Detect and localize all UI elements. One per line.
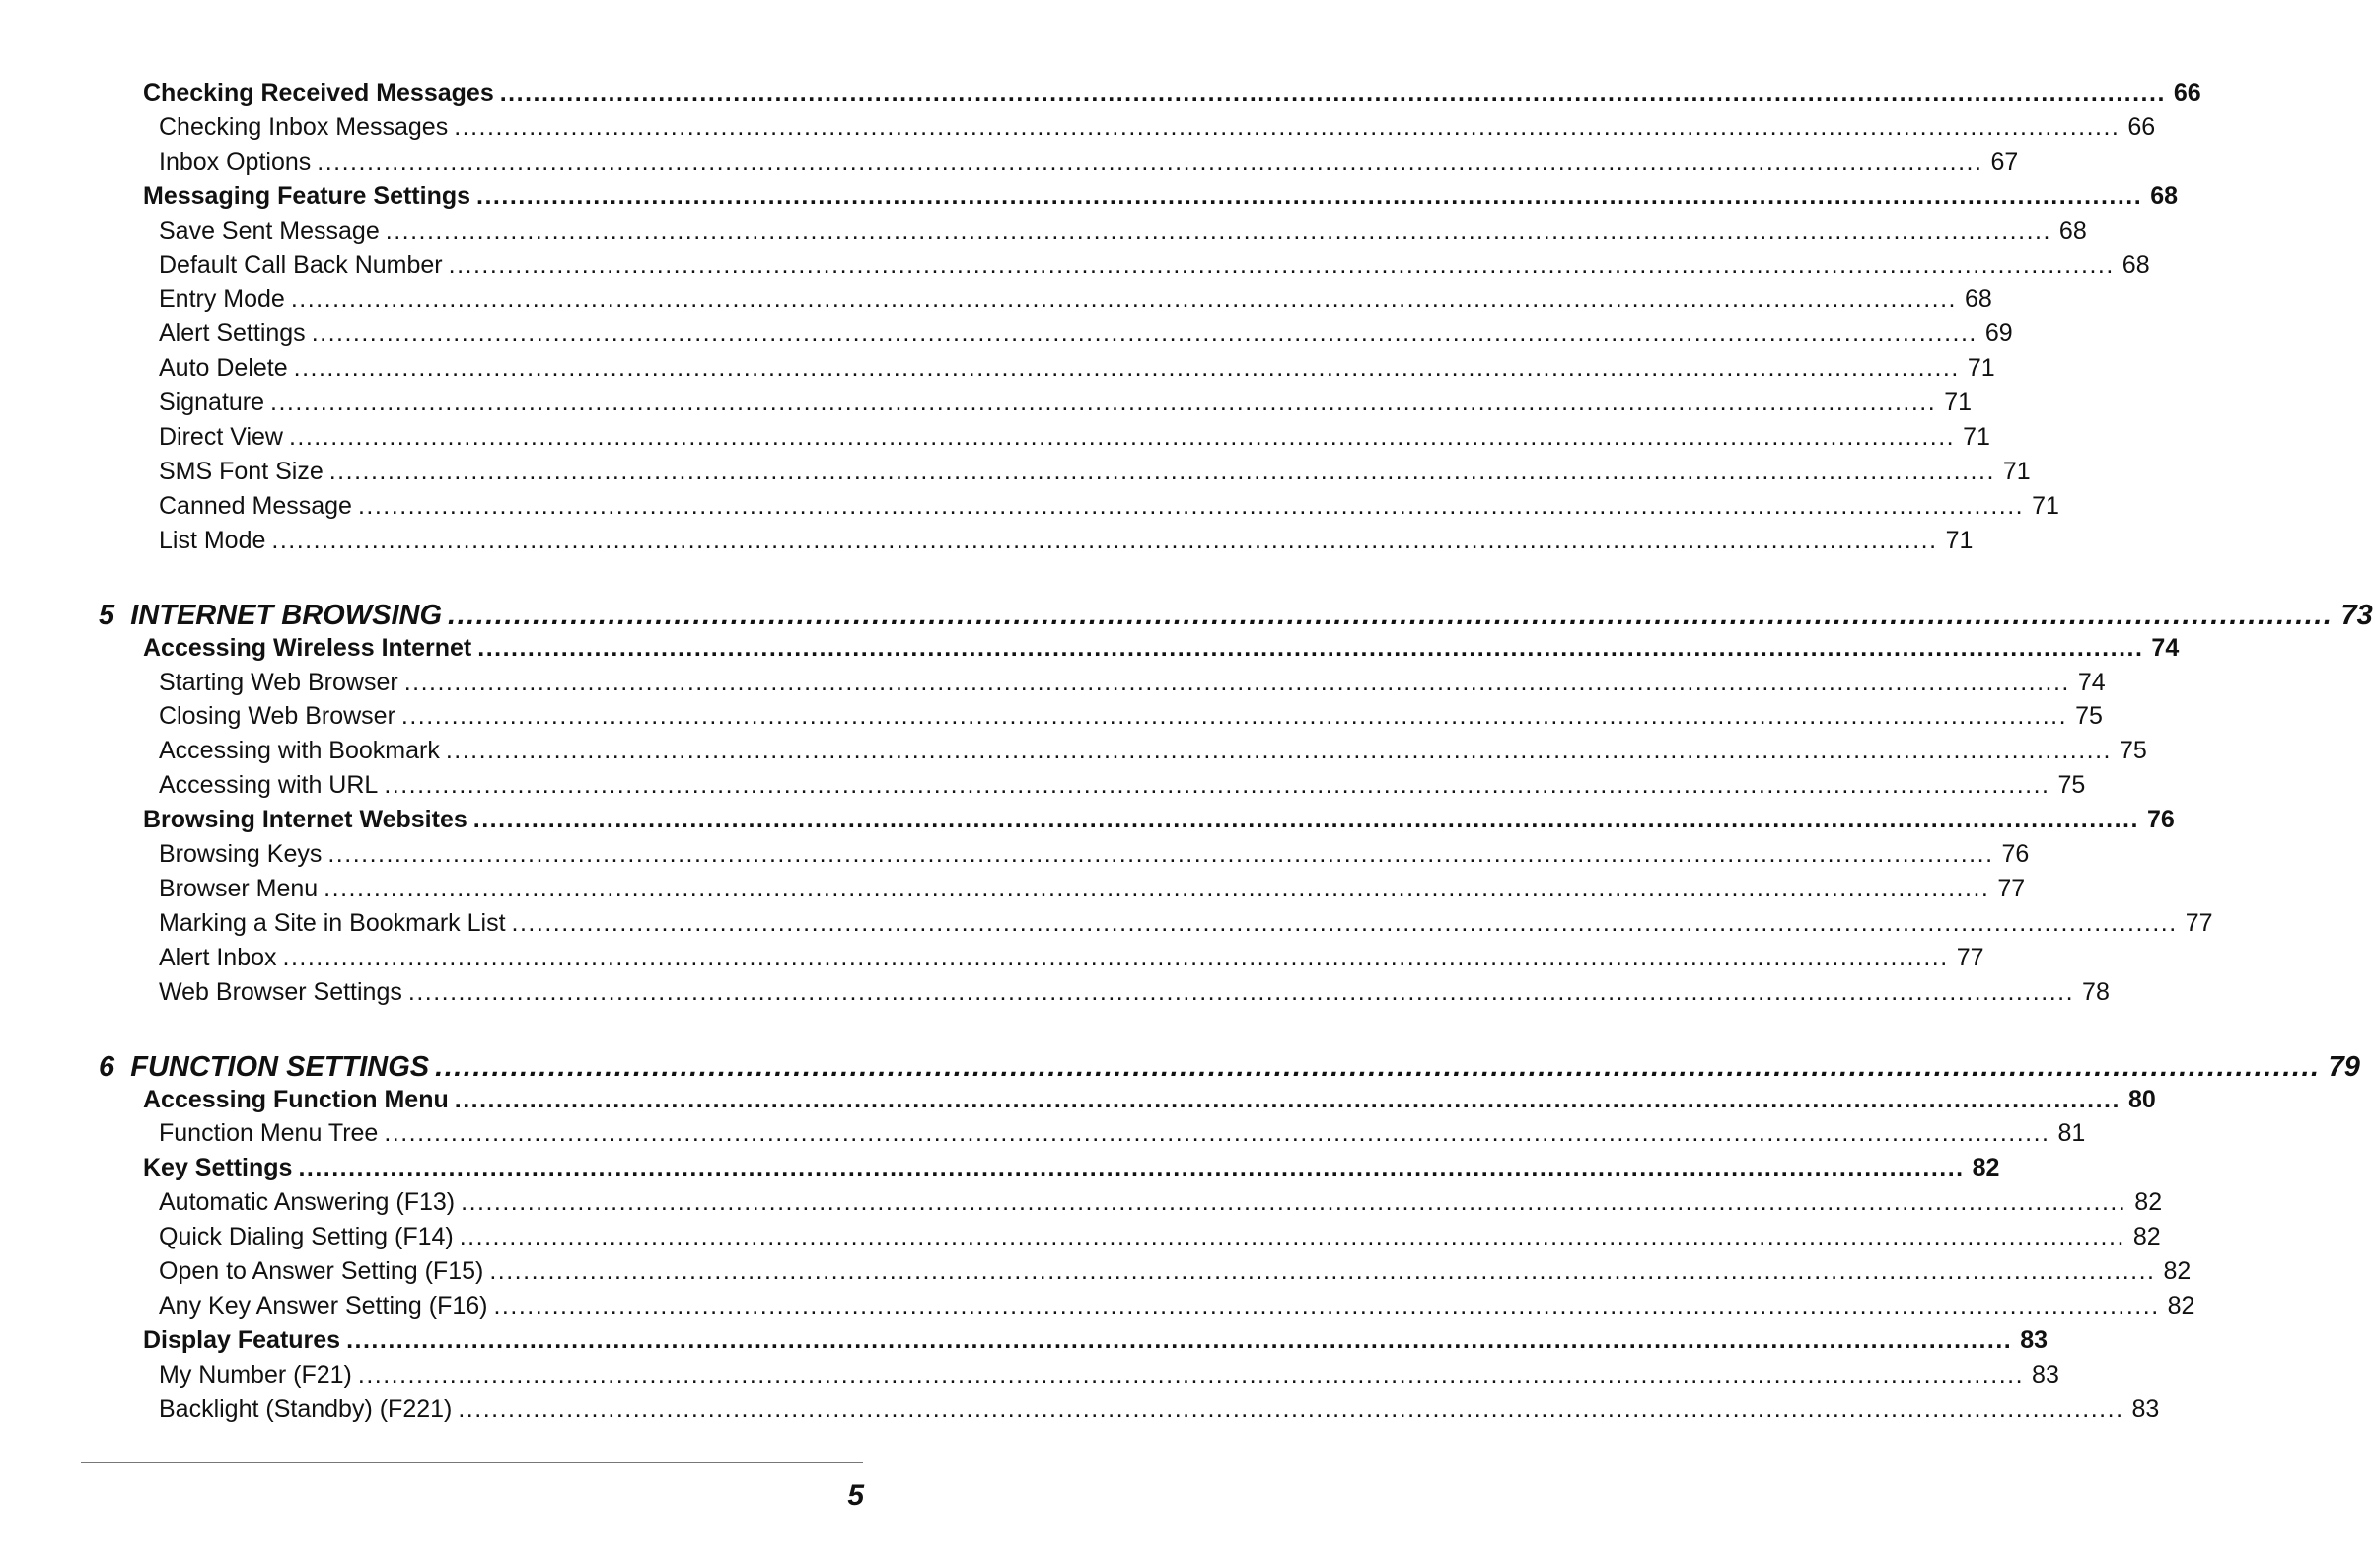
toc-subsection-entry[interactable] — [159, 147, 2019, 177]
toc-dot-leader: ........................................................................................................................................................................................................ — [357, 1360, 2025, 1389]
toc-subsection-entry[interactable] — [159, 423, 1990, 452]
toc-dot-leader: ........................................................................................................................................................................................................ — [445, 737, 2112, 765]
toc-entry-title: Alert Inbox — [159, 943, 277, 971]
toc-dot-leader: ........................................................................................................................................................................................................ — [324, 874, 1990, 902]
toc-subsection-entry[interactable] — [159, 771, 2086, 800]
toc-subsection-entry[interactable] — [159, 1257, 2192, 1286]
toc-page-number: 78 — [2082, 977, 2110, 1006]
toc-chapter-entry[interactable] — [99, 599, 2373, 632]
toc-entry-title: Auto Delete — [159, 354, 288, 383]
toc-page-number: 74 — [2151, 633, 2180, 662]
toc-subsection-entry[interactable] — [159, 1360, 2059, 1390]
toc-subsection-entry[interactable] — [159, 1188, 2163, 1217]
toc-subsection-entry[interactable] — [159, 668, 2106, 697]
toc-subsection-entry[interactable] — [159, 702, 2103, 731]
toc-page-number: 75 — [2057, 771, 2086, 800]
toc-page-number: 71 — [1944, 389, 1973, 417]
toc-page-number: 83 — [2131, 1394, 2160, 1423]
toc-entry-title: Checking Inbox Messages — [159, 112, 449, 141]
toc-entry-title: Entry Mode — [159, 285, 285, 314]
toc-page-number: 77 — [2185, 908, 2213, 937]
toc-dot-leader: ........................................................................................................................................................................................................ — [448, 599, 2334, 631]
toc-entry-title: Canned Message — [159, 491, 352, 520]
toc-dot-leader: ........................................................................................................................................................................................................ — [454, 112, 2121, 141]
toc-entry-title: Closing Web Browser — [159, 702, 396, 731]
toc-dot-leader: ........................................................................................................................................................................................................ — [511, 908, 2178, 937]
toc-entry-title: Automatic Answering (F13) — [159, 1188, 456, 1217]
toc-entry-title: 6 FUNCTION SETTINGS — [99, 1050, 430, 1083]
toc-entry-title: Accessing Function Menu — [143, 1085, 449, 1113]
toc-entry-title: Accessing with URL — [159, 771, 379, 800]
toc-dot-leader: ........................................................................................................................................................................................................ — [477, 633, 2144, 662]
toc-dot-leader: ........................................................................................................................................................................................................ — [472, 806, 2139, 834]
toc-page-number: 66 — [2127, 112, 2156, 141]
toc-page-number: 82 — [1972, 1154, 2000, 1182]
toc-page-number: 81 — [2057, 1119, 2086, 1148]
toc-page-number: 83 — [2032, 1360, 2059, 1389]
toc-entry-title: My Number (F21) — [159, 1360, 352, 1389]
toc-dot-leader: ........................................................................................................................................................................................................ — [271, 526, 1938, 554]
toc-page-number: 69 — [1984, 320, 2013, 348]
toc-dot-leader: ........................................................................................................................................................................................................ — [270, 389, 1937, 417]
toc-dot-leader: ........................................................................................................................................................................................................ — [311, 320, 1978, 348]
toc-section-entry[interactable] — [143, 79, 2201, 107]
toc-page-number: 76 — [2146, 806, 2175, 834]
toc-subsection-entry[interactable] — [159, 1119, 2086, 1148]
toc-page-number: 73 — [2340, 599, 2373, 631]
toc-entry-title: Open to Answer Setting (F15) — [159, 1257, 484, 1285]
toc-page-number: 71 — [1963, 423, 1990, 451]
toc-entry-title: Quick Dialing Setting (F14) — [159, 1223, 454, 1251]
toc-page-number: 71 — [1967, 354, 1995, 383]
toc-section-entry[interactable] — [143, 1325, 2049, 1355]
toc-entry-title: Key Settings — [143, 1154, 293, 1182]
toc-dot-leader: ........................................................................................................................................................................................................ — [461, 1188, 2127, 1217]
toc-subsection-entry[interactable] — [159, 250, 2150, 280]
toc-entry-title: Any Key Answer Setting (F16) — [159, 1291, 488, 1319]
toc-subsection-entry[interactable] — [159, 1223, 2161, 1251]
toc-subsection-entry[interactable] — [159, 737, 2147, 765]
toc-entry-title: Default Call Back Number — [159, 250, 443, 279]
toc-section-entry[interactable] — [143, 633, 2180, 663]
toc-dot-leader: ........................................................................................................................................................................................................ — [489, 1257, 2156, 1285]
toc-entry-title: Messaging Feature Settings — [143, 181, 471, 210]
toc-dot-leader: ........................................................................................................................................................................................................ — [454, 1085, 2121, 1113]
toc-entry-title: List Mode — [159, 526, 266, 554]
toc-entry-title: Inbox Options — [159, 147, 312, 176]
toc-dot-leader: ........................................................................................................................................................................................................ — [499, 79, 2166, 107]
toc-entry-title: Checking Received Messages — [143, 79, 494, 107]
toc-page-number: 82 — [2167, 1291, 2195, 1319]
toc-subsection-entry[interactable] — [159, 526, 1974, 555]
toc-dot-leader: ........................................................................................................................................................................................................ — [357, 491, 2025, 520]
toc-subsection-entry[interactable] — [159, 354, 1995, 383]
toc-entry-title: SMS Font Size — [159, 457, 324, 485]
toc-entry-title: Browser Menu — [159, 874, 319, 902]
toc-entry-title: Signature — [159, 389, 265, 417]
toc-subsection-entry[interactable] — [159, 389, 1973, 417]
toc-page-number: 74 — [2077, 668, 2106, 696]
toc-dot-leader: ........................................................................................................................................................................................................ — [293, 354, 1960, 383]
toc-subsection-entry[interactable] — [159, 320, 2013, 348]
footer-divider — [81, 1462, 863, 1463]
toc-subsection-entry[interactable] — [159, 285, 1992, 314]
toc-dot-leader: ........................................................................................................................................................................................................ — [458, 1394, 2124, 1423]
toc-section-entry[interactable] — [143, 1154, 2000, 1182]
toc-page-number: 79 — [2328, 1050, 2360, 1083]
toc-page-number: 68 — [2150, 181, 2179, 210]
toc-subsection-entry[interactable] — [159, 1291, 2195, 1320]
toc-subsection-entry[interactable] — [159, 840, 2030, 869]
toc-subsection-entry[interactable] — [159, 977, 2110, 1007]
toc-entry-title: Web Browser Settings — [159, 977, 402, 1006]
toc-page-number: 68 — [1965, 285, 1992, 314]
toc-dot-leader: ........................................................................................................................................................................................................ — [288, 423, 1956, 451]
toc-page-number: 77 — [1997, 874, 2026, 902]
toc-entry-title: Marking a Site in Bookmark List — [159, 908, 506, 937]
toc-subsection-entry[interactable] — [159, 216, 2087, 246]
toc-entry-title: Direct View — [159, 423, 283, 451]
toc-entry-title: Backlight (Standby) (F221) — [159, 1394, 453, 1423]
toc-subsection-entry[interactable] — [159, 457, 2031, 486]
toc-page-number: 75 — [2075, 702, 2103, 731]
toc-page-number: 71 — [2002, 457, 2031, 485]
toc-section-entry[interactable] — [143, 806, 2175, 834]
toc-page-number: 66 — [2173, 79, 2201, 107]
toc-dot-leader: ........................................................................................................................................................................................................ — [282, 943, 1949, 971]
toc-page-number: 82 — [2134, 1188, 2163, 1217]
toc-subsection-entry[interactable] — [159, 943, 1984, 972]
toc-page-number: 75 — [2120, 737, 2147, 765]
toc-dot-leader: ........................................................................................................................................................................................................ — [403, 668, 2070, 696]
toc-entry-title: Function Menu Tree — [159, 1119, 379, 1148]
toc-dot-leader: ........................................................................................................................................................................................................ — [448, 250, 2115, 279]
page-number: 5 — [847, 1479, 864, 1512]
toc-page-number: 80 — [2127, 1085, 2156, 1113]
toc-page-number: 68 — [2121, 250, 2150, 279]
toc-entry-title: 5 INTERNET BROWSING — [99, 599, 443, 631]
toc-subsection-entry[interactable] — [159, 1394, 2160, 1424]
toc-dot-leader: ........................................................................................................................................................................................................ — [290, 285, 1958, 314]
toc-subsection-entry[interactable] — [159, 491, 2059, 521]
toc-entry-title: Browsing Keys — [159, 840, 323, 868]
toc-entry-title: Accessing Wireless Internet — [143, 633, 472, 662]
toc-dot-leader: ........................................................................................................................................................................................................ — [384, 771, 2050, 800]
toc-dot-leader: ........................................................................................................................................................................................................ — [385, 216, 2051, 245]
toc-page-number: 82 — [2163, 1257, 2192, 1285]
toc-dot-leader: ........................................................................................................................................................................................................ — [407, 977, 2075, 1006]
toc-page-number: 71 — [2032, 491, 2059, 520]
toc-section-entry[interactable] — [143, 181, 2179, 211]
toc-dot-leader: ........................................................................................................................................................................................................ — [346, 1325, 2013, 1354]
toc-page-number: 77 — [1956, 943, 1984, 971]
toc-dot-leader: ........................................................................................................................................................................................................ — [435, 1050, 2321, 1083]
toc-entry-title: Display Features — [143, 1325, 341, 1354]
toc-page-number: 82 — [2132, 1223, 2161, 1251]
toc-entry-title: Save Sent Message — [159, 216, 380, 245]
toc-dot-leader: ........................................................................................................................................................................................................ — [327, 840, 1994, 868]
toc-page-number: 76 — [2001, 840, 2030, 868]
toc-dot-leader: ........................................................................................................................................................................................................ — [317, 147, 1983, 176]
toc-subsection-entry[interactable] — [159, 112, 2156, 142]
toc-section-entry[interactable] — [143, 1085, 2156, 1114]
toc-entry-title: Alert Settings — [159, 320, 306, 348]
toc-page-number: 67 — [1990, 147, 2019, 176]
toc-dot-leader: ........................................................................................................................................................................................................ — [400, 702, 2068, 731]
toc-chapter-entry[interactable] — [99, 1050, 2360, 1084]
toc-subsection-entry[interactable] — [159, 874, 2026, 903]
toc-page-number: 68 — [2058, 216, 2087, 245]
toc-entry-title: Accessing with Bookmark — [159, 737, 440, 765]
toc-dot-leader: ........................................................................................................................................................................................................ — [459, 1223, 2125, 1251]
toc-page-number: 83 — [2020, 1325, 2049, 1354]
toc-entry-title: Browsing Internet Websites — [143, 806, 467, 834]
toc-dot-leader: ........................................................................................................................................................................................................ — [384, 1119, 2050, 1148]
toc-dot-leader: ........................................................................................................................................................................................................ — [493, 1291, 2160, 1319]
toc-page-number: 71 — [1945, 526, 1974, 554]
toc-dot-leader: ........................................................................................................................................................................................................ — [476, 181, 2143, 210]
toc-dot-leader: ........................................................................................................................................................................................................ — [328, 457, 1995, 485]
toc-entry-title: Starting Web Browser — [159, 668, 398, 696]
toc-dot-leader: ........................................................................................................................................................................................................ — [298, 1154, 1965, 1182]
toc-subsection-entry[interactable] — [159, 908, 2213, 938]
